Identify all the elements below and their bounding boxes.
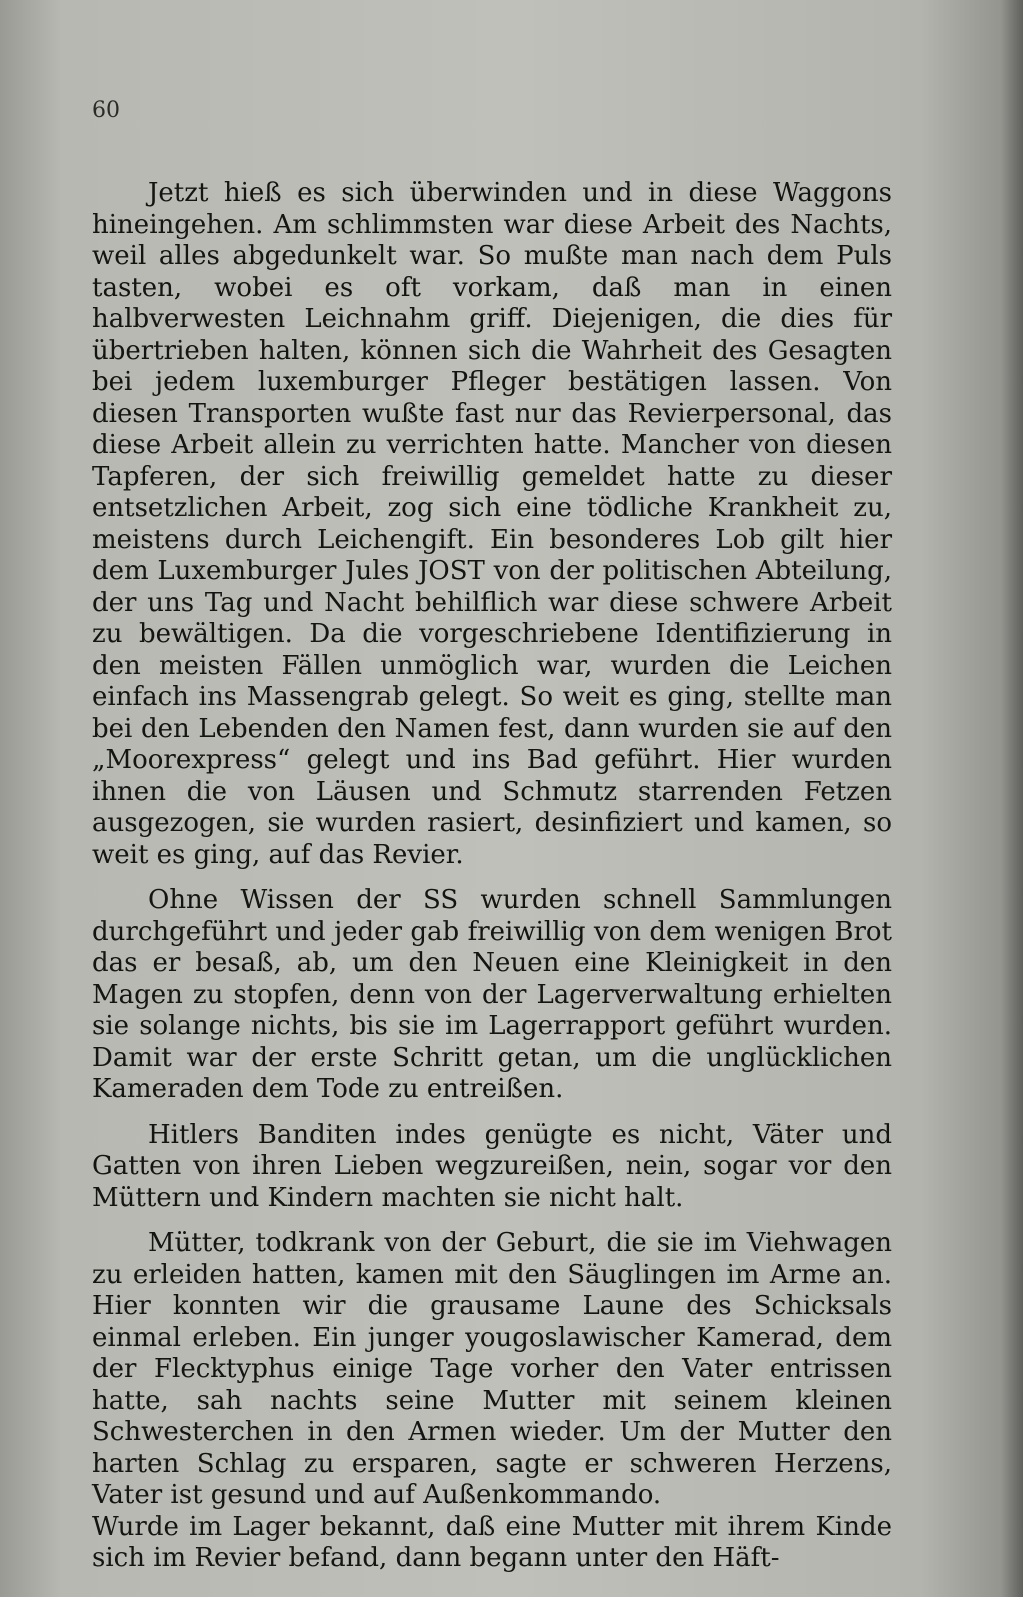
paragraph-2: Ohne Wissen der SS wurden schnell Sammlungen durchgeführt und jeder gab freiwillig von dem wenigen Brot das er besaß, ab, um den Neuen eine Kleinigkeit in den Magen zu stopfen, denn von der Lagerverwaltung erhielten sie solange nichts, bis sie im Lagerrapport geführt wurden. Damit war der erste Schritt getan, um die unglücklichen Kameraden dem Tode zu entreißen. [92, 885, 892, 1104]
paragraph-1: Jetzt hieß es sich überwinden und in diese Waggons hineingehen. Am schlimmsten war diese Arbeit des Nachts, weil alles abgedunkelt war. So mußte man nach dem Puls tasten, wobei es oft vorkam, daß man in einen halbverwesten Leichnahm griff. Diejenigen, die dies für übertrieben halten, können sich die Wahrheit des Gesagten bei jedem luxemburger Pfleger bestätigen lassen. Von diesen Transporten wußte fast nur das Revierpersonal, das diese Arbeit allein zu verrichten hatte. Mancher von diesen Tapferen, der sich freiwillig gemeldet hatte zu dieser entsetzlichen Arbeit, zog sich eine tödliche Krankheit zu, meistens durch Leichengift. Ein besonderes Lob gilt hier dem Luxemburger Jules JOST von der politischen Abteilung, der uns Tag und Nacht behilflich war diese schwere Arbeit zu bewältigen. Da die vorgeschriebene Identifizierung in den meisten Fällen unmöglich war, wurden die Leichen einfach ins Massengrab gelegt. So weit es ging, stellte man bei den Lebenden den Namen fest, dann wurden sie auf den „Moorexpress“ gelegt und ins Bad geführt. Hier wurden ihnen die von Läusen und Schmutz starrenden Fetzen ausgezogen, sie wurden rasiert, desinfiziert und kamen, so weit es ging, auf das Revier. [92, 178, 892, 870]
paragraph-5: Wurde im Lager bekannt, daß eine Mutter mit ihrem Kinde sich im Revier befand, dann begann unter den Häft- [92, 1511, 892, 1573]
page-number: 60 [92, 98, 120, 123]
page-edge-shadow [1001, 0, 1023, 1597]
paragraph-4: Mütter, todkrank von der Geburt, die sie im Viehwagen zu erleiden hatten, kamen mit den Säuglingen im Arme an. Hier konnten wir die grausame Laune des Schicksals einmal erleben. Ein junger yougoslawischer Kamerad, dem der Flecktyphus einige Tage vorher den Vater entrissen hatte, sah nachts seine Mutter mit seinem kleinen Schwesterchen in den Armen wieder. Um der Mutter den harten Schlag zu ersparen, sagte er schweren Herzens, Vater ist gesund und auf Außenkommando. [92, 1228, 892, 1510]
paragraph-3: Hitlers Banditen indes genügte es nicht, Väter und Gatten von ihren Lieben wegzureißen, nein, sogar vor den Müttern und Kindern machten sie nicht halt. [92, 1119, 892, 1213]
body-text [92, 178, 892, 1575]
